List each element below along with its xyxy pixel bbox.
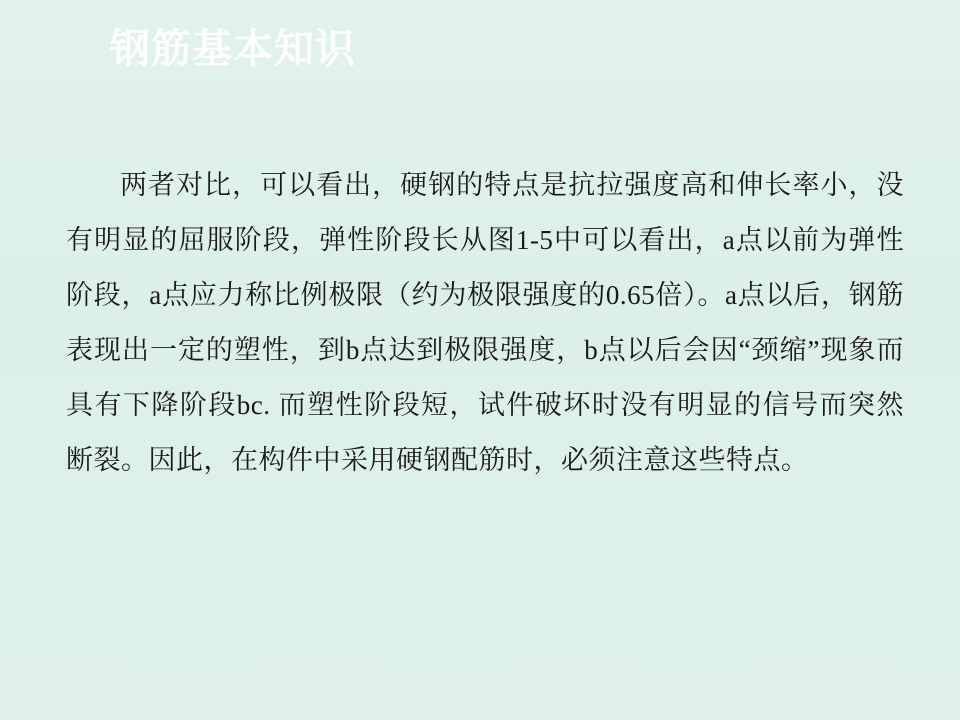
page-title: 钢筋基本知识	[110, 26, 356, 72]
slide-body	[66, 158, 904, 488]
body-paragraph: 两者对比，可以看出，硬钢的特点是抗拉强度高和伸长率小，没有明显的屈服阶段，弹性阶段长从图1-5中可以看出，a点以前为弹性阶段，a点应力称比例极限（约为极限强度的0.65倍）。a点以后，钢筋表现出一定的塑性，到b点达到极限强度，b点以后会因“颈缩”现象而具有下降阶段bc. 而塑性阶段短，试件破坏时没有明显的信号而突然断裂。因此，在构件中采用硬钢配筋时，必须注意这些特点。	[66, 170, 904, 475]
